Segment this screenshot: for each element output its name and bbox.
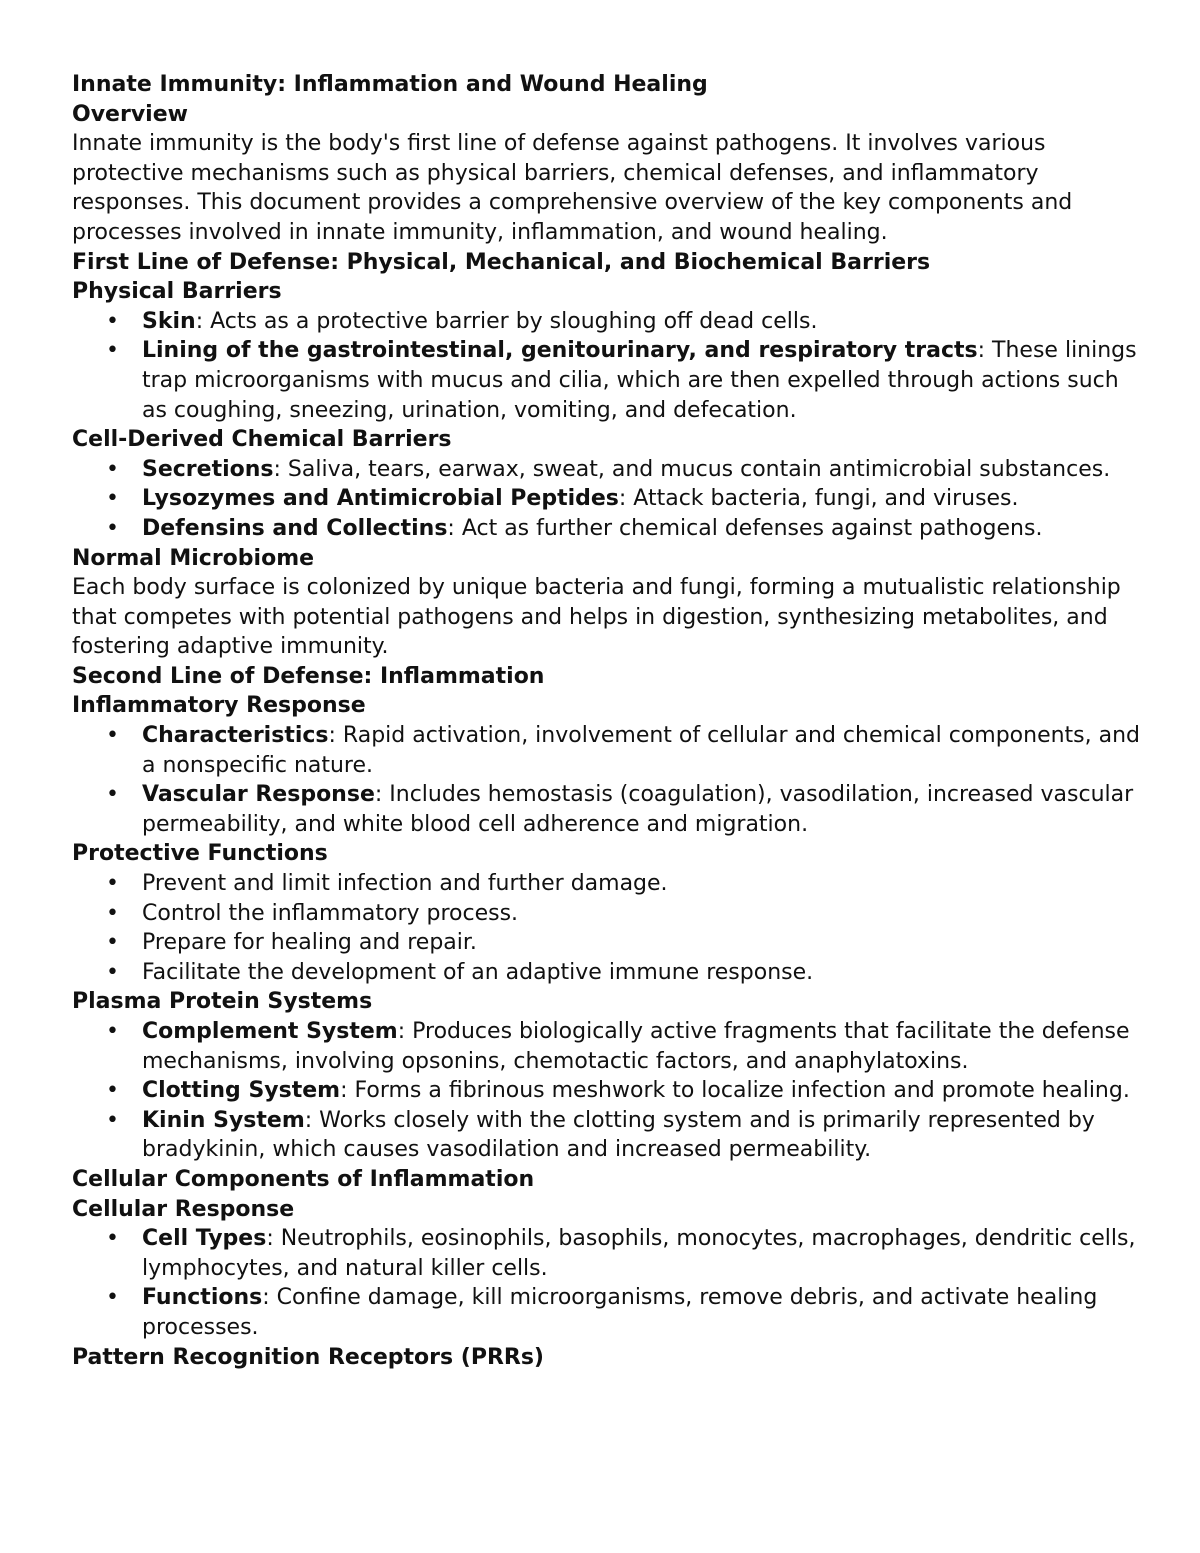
list-item-term: Defensins and Collectins — [142, 515, 448, 541]
bullet-icon: • — [106, 900, 119, 926]
list-item — [72, 307, 1142, 337]
list-item-term: Characteristics — [142, 723, 329, 749]
document-title: Innate Immunity: Inflammation and Wound Healing — [72, 72, 708, 97]
list-item-term: Lining of the gastrointestinal, genitourinary, and respiratory tracts — [142, 338, 978, 364]
document-page — [72, 70, 1142, 1372]
list-item-text: : Includes hemostasis (coagulation), vasodilation, increased vascular permeability, and white blood cell adherence and migration. — [142, 782, 1134, 837]
list-item-term: Skin — [142, 308, 196, 334]
list-item-text: : Saliva, tears, earwax, sweat, and mucus contain antimicrobial substances. — [273, 456, 1111, 482]
list-item-text: : These linings trap microorganisms with mucus and cilia, which are then expelled through actions such as coughing, sneezing, urination, vomiting, and defecation. — [142, 338, 1137, 423]
bullet-icon: • — [106, 486, 119, 512]
bullet-icon: • — [106, 308, 119, 334]
second-line-heading: Second Line of Defense: Inflammation — [72, 663, 545, 689]
list-item-term: Cell Types — [142, 1226, 267, 1252]
list-item-term: Clotting System — [142, 1078, 341, 1104]
list-item — [72, 336, 1142, 425]
list-item-term: Functions — [142, 1285, 263, 1311]
chemical-barriers-heading: Cell-Derived Chemical Barriers — [72, 427, 452, 453]
bullet-icon: • — [106, 930, 119, 956]
bullet-icon: • — [106, 1078, 119, 1104]
list-item — [72, 1017, 1142, 1076]
list-item-text: Prevent and limit infection and further damage. — [142, 871, 668, 897]
list-item-term: Lysozymes and Antimicrobial Peptides — [142, 486, 619, 512]
inflammatory-response-list — [72, 721, 1142, 839]
bullet-icon: • — [106, 338, 119, 364]
plasma-protein-heading: Plasma Protein Systems — [72, 989, 373, 1015]
list-item-text: Prepare for healing and repair. — [142, 930, 477, 956]
list-item-text: : Neutrophils, eosinophils, basophils, monocytes, macrophages, dendritic cells, lymphocytes, and natural killer cells. — [142, 1226, 1136, 1281]
list-item-text: Control the inflammatory process. — [142, 900, 519, 926]
list-item — [72, 1283, 1142, 1342]
protective-functions-heading: Protective Functions — [72, 841, 328, 867]
first-line-heading: First Line of Defense: Physical, Mechanical, and Biochemical Barriers — [72, 249, 931, 275]
protective-functions-list — [72, 869, 1142, 987]
physical-barriers-list — [72, 307, 1142, 425]
list-item — [72, 514, 1142, 544]
bullet-icon: • — [106, 723, 119, 749]
bullet-icon: • — [106, 782, 119, 808]
list-item-term: Kinin System — [142, 1107, 305, 1133]
list-item — [72, 899, 1142, 929]
list-item-text: : Attack bacteria, fungi, and viruses. — [618, 486, 1019, 512]
prr-heading: Pattern Recognition Receptors (PRRs) — [72, 1344, 544, 1370]
list-item-text: : Confine damage, kill microorganisms, remove debris, and activate healing processes. — [142, 1285, 1098, 1340]
bullet-icon: • — [106, 1226, 119, 1252]
list-item-text: : Act as further chemical defenses against pathogens. — [447, 515, 1043, 541]
microbiome-paragraph: Each body surface is colonized by unique bacteria and fungi, forming a mutualistic relationship that competes with potential pathogens and helps in digestion, synthesizing metabolites, and fostering adaptive immunity. — [72, 575, 1121, 660]
bullet-icon: • — [106, 1107, 119, 1133]
bullet-icon: • — [106, 515, 119, 541]
list-item-term: Secretions — [142, 456, 274, 482]
overview-paragraph: Innate immunity is the body's first line of defense against pathogens. It involves various protective mechanisms such as physical barriers, chemical defenses, and inflammatory responses. This document provides a comprehensive overview of the key components and processes involved in innate immunity, inflammation, and wound healing. — [72, 131, 1073, 245]
list-item — [72, 484, 1142, 514]
list-item — [72, 780, 1142, 839]
bullet-icon: • — [106, 959, 119, 985]
cellular-response-heading: Cellular Response — [72, 1196, 295, 1222]
bullet-icon: • — [106, 871, 119, 897]
microbiome-heading: Normal Microbiome — [72, 545, 315, 571]
list-item — [72, 1076, 1142, 1106]
list-item-text: : Works closely with the clotting system and is primarily represented by bradykinin, which causes vasodilation and increased permeability. — [142, 1107, 1095, 1163]
list-item — [72, 928, 1142, 958]
bullet-icon: • — [106, 1285, 119, 1311]
bullet-icon: • — [106, 456, 119, 482]
list-item-text: : Acts as a protective barrier by sloughing off dead cells. — [195, 308, 818, 334]
list-item — [72, 869, 1142, 899]
list-item-text: : Rapid activation, involvement of cellular and chemical components, and a nonspecific nature. — [142, 723, 1141, 778]
list-item-term: Vascular Response — [142, 782, 375, 808]
cellular-components-heading: Cellular Components of Inflammation — [72, 1166, 535, 1192]
overview-heading: Overview — [72, 101, 188, 127]
inflammatory-response-heading: Inflammatory Response — [72, 693, 366, 719]
physical-barriers-heading: Physical Barriers — [72, 279, 282, 305]
plasma-protein-list — [72, 1017, 1142, 1165]
cellular-response-list — [72, 1224, 1142, 1342]
list-item — [72, 958, 1142, 988]
list-item — [72, 1106, 1142, 1165]
list-item — [72, 455, 1142, 485]
list-item-term: Complement System — [142, 1019, 398, 1044]
list-item — [72, 721, 1142, 780]
bullet-icon: • — [106, 1019, 119, 1044]
chemical-barriers-list — [72, 455, 1142, 544]
list-item-text: : Produces biologically active fragments that facilitate the defense mechanisms, involving opsonins, chemotactic factors, and anaphylatoxins. — [142, 1019, 1130, 1074]
list-item-text: : Forms a fibrinous meshwork to localize infection and promote healing. — [340, 1078, 1130, 1104]
list-item-text: Facilitate the development of an adaptive immune response. — [142, 959, 814, 985]
list-item — [72, 1224, 1142, 1283]
